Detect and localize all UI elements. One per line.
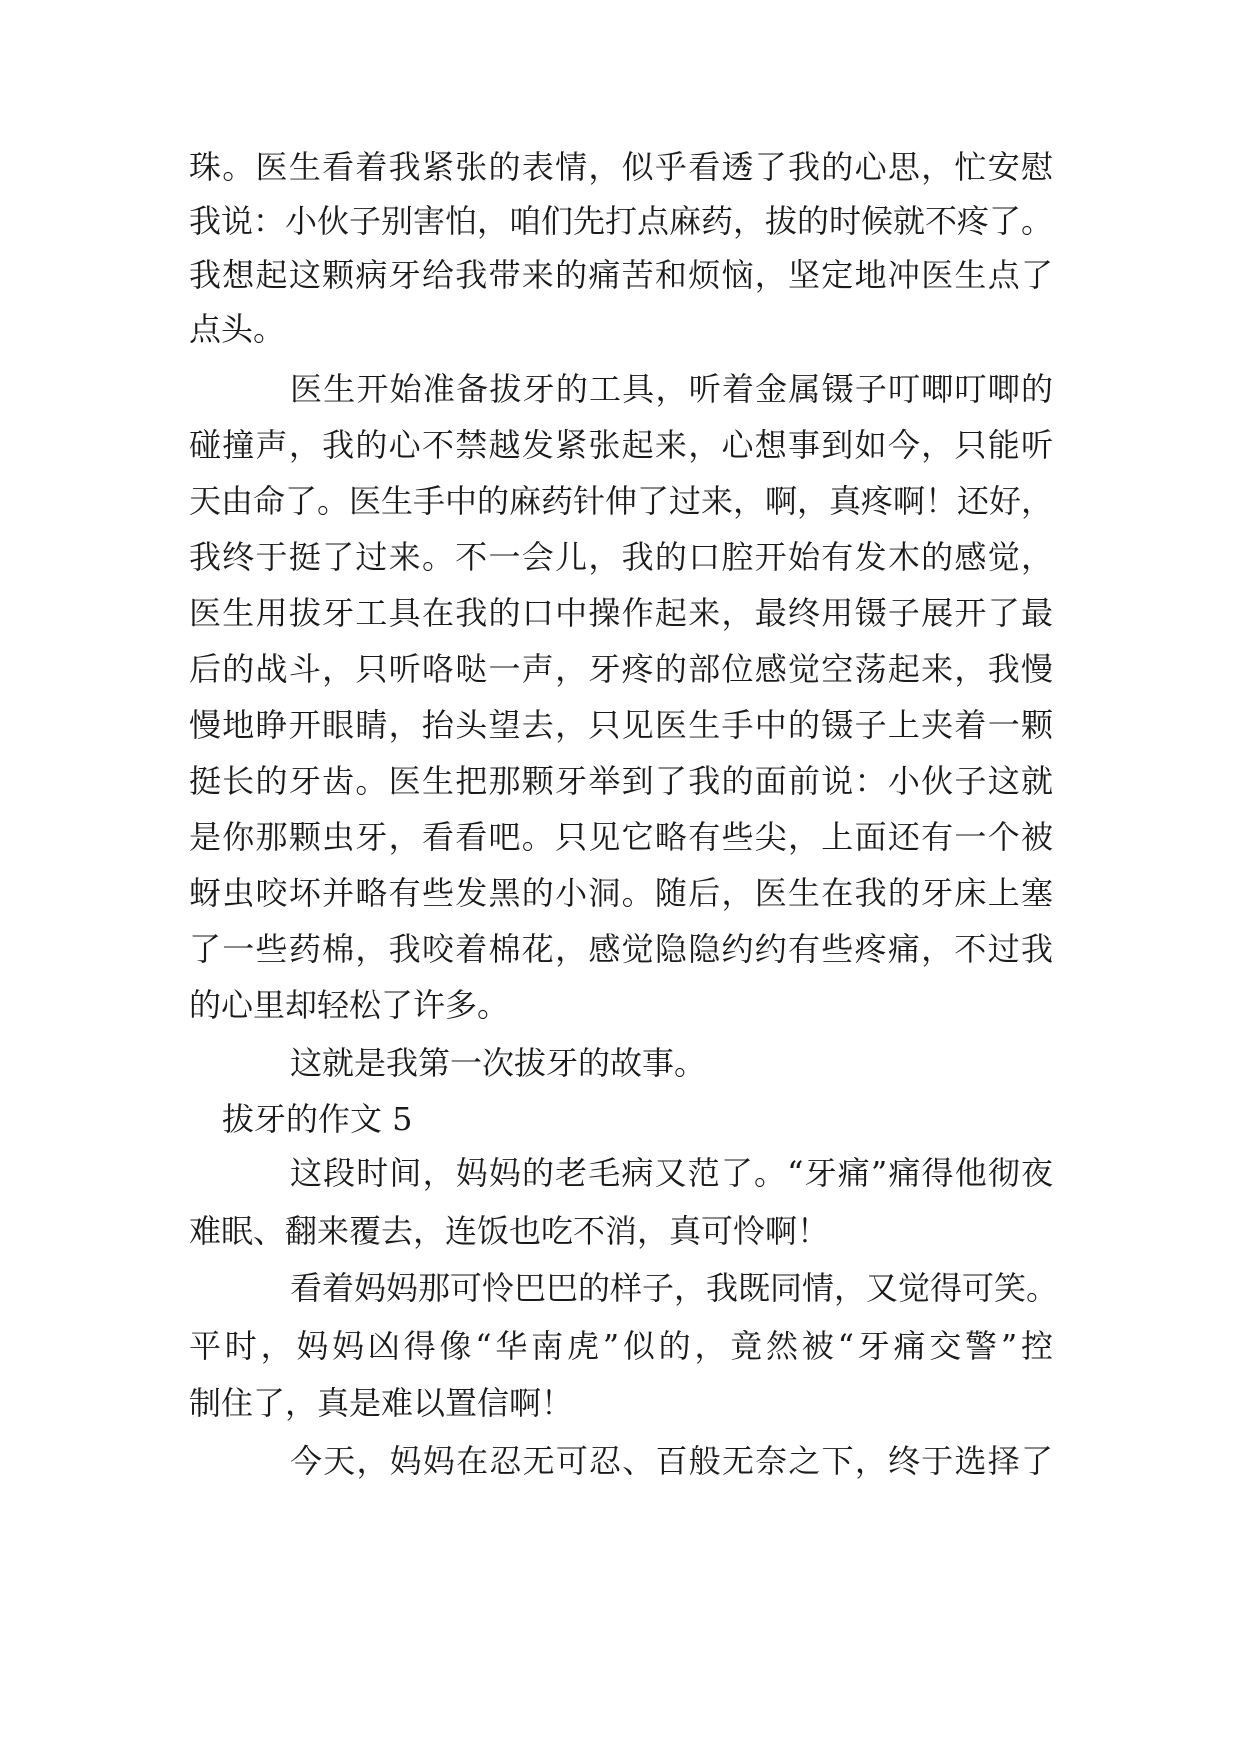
text-line: 是你那颗虫牙，看看吧。只见它略有些尖，上面还有一个被 [189,818,1053,856]
text-line: 挺长的牙齿。医生把那颗牙举到了我的面前说：小伙子这就 [189,762,1053,800]
text-line: 慢地睁开眼睛，抬头望去，只见医生手中的镊子上夹着一颗 [189,706,1053,744]
text-line: 难眠、翻来覆去，连饭也吃不消，真可怜啊！ [189,1212,830,1250]
section-heading: 拔牙的作文 5 [222,1100,413,1138]
paragraph-first-line: 医生开始准备拔牙的工具，听着金属镊子叮唧叮唧的 [290,370,1053,408]
text-line: 天由命了。医生手中的麻药针伸了过来，啊，真疼啊！还好， [189,482,1054,520]
text-line: 后的战斗，只听咯哒一声，牙疼的部位感觉空荡起来，我慢 [189,650,1053,688]
text-line: 点头。 [189,310,286,348]
paragraph-first-line: 今天，妈妈在忍无可忍、百般无奈之下，终于选择了 [290,1442,1053,1480]
paragraph-first-line: 这就是我第一次拔牙的故事。 [290,1044,707,1082]
paragraph-first-line: 看着妈妈那可怜巴巴的样子，我既同情，又觉得可笑。 [290,1269,1059,1307]
text-line: 蚜虫咬坏并略有些发黑的小洞。随后，医生在我的牙床上塞 [189,874,1053,912]
text-line: 珠。医生看着我紧张的表情，似乎看透了我的心思，忙安慰 [189,148,1053,186]
text-line: 医生用拔牙工具在我的口中操作起来，最终用镊子展开了最 [189,594,1053,632]
text-line: 我说：小伙子别害怕，咱们先打点麻药，拔的时候就不疼了。 [189,202,1054,240]
text-line: 平时，妈妈凶得像“华南虎”似的，竟然被“牙痛交警”控 [189,1327,1053,1365]
text-line: 了一些药棉，我咬着棉花，感觉隐隐约约有些疼痛，不过我 [189,930,1053,968]
text-line: 的心里却轻松了许多。 [189,986,510,1024]
text-line: 我终于挺了过来。不一会儿，我的口腔开始有发木的感觉， [189,538,1053,576]
text-line: 我想起这颗病牙给我带来的痛苦和烦恼，坚定地冲医生点了 [189,256,1053,294]
text-line: 碰撞声，我的心不禁越发紧张起来，心想事到如今，只能听 [189,426,1053,464]
paragraph-first-line: 这段时间，妈妈的老毛病又范了。“牙痛”痛得他彻夜 [290,1154,1053,1192]
text-line: 制住了，真是难以置信啊！ [189,1384,574,1422]
